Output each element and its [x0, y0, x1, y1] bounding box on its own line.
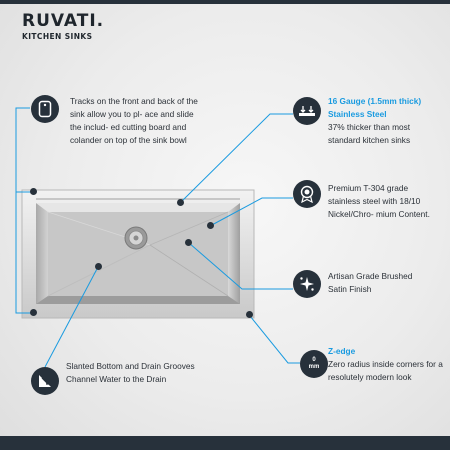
callout-dot-steel [207, 222, 214, 229]
slanted-bottom-icon [31, 367, 59, 395]
gauge-thickness-icon [293, 97, 321, 125]
callout-dot-gauge [177, 199, 184, 206]
gauge-title: 16 Gauge (1.5mm thick) Stainless Steel [328, 96, 422, 119]
award-badge-icon [293, 180, 321, 208]
zero-radius-label: 0 mm [308, 357, 320, 370]
callout-dot-zedge [246, 311, 253, 318]
zedge-feature [328, 345, 446, 384]
steel-text: Premium T-304 grade stainless steel with 18/10 Nickel/Chro- mium Content. [328, 183, 430, 219]
zero-radius-icon [300, 350, 328, 378]
brand-name: RUVATI. [22, 11, 105, 31]
gauge-feature [328, 95, 438, 147]
cutting-board-icon [31, 95, 59, 123]
callout-dot-track-back [30, 188, 37, 195]
gauge-text: 37% thicker than most standard kitchen sinks [328, 122, 411, 145]
bottom-border [0, 436, 450, 450]
finish-text: Artisan Grade Brushed Satin Finish [328, 271, 413, 294]
zedge-title: Z-edge [328, 346, 356, 356]
sparkle-icon [293, 270, 321, 298]
callout-dot-track-front [30, 309, 37, 316]
drain-text: Slanted Bottom and Drain Grooves Channel Water to the Drain [66, 361, 195, 384]
brand-tagline: KITCHEN SINKS [22, 32, 93, 41]
callout-dot-finish [185, 239, 192, 246]
tracks-text: Tracks on the front and back of the sink allow you to pl- ace and slide the includ- ed cutting board and colander on top of the sink bowl [70, 96, 198, 145]
callout-dot-drain [95, 263, 102, 270]
zedge-text: Zero radius inside corners for a resolutely modern look [328, 359, 443, 382]
